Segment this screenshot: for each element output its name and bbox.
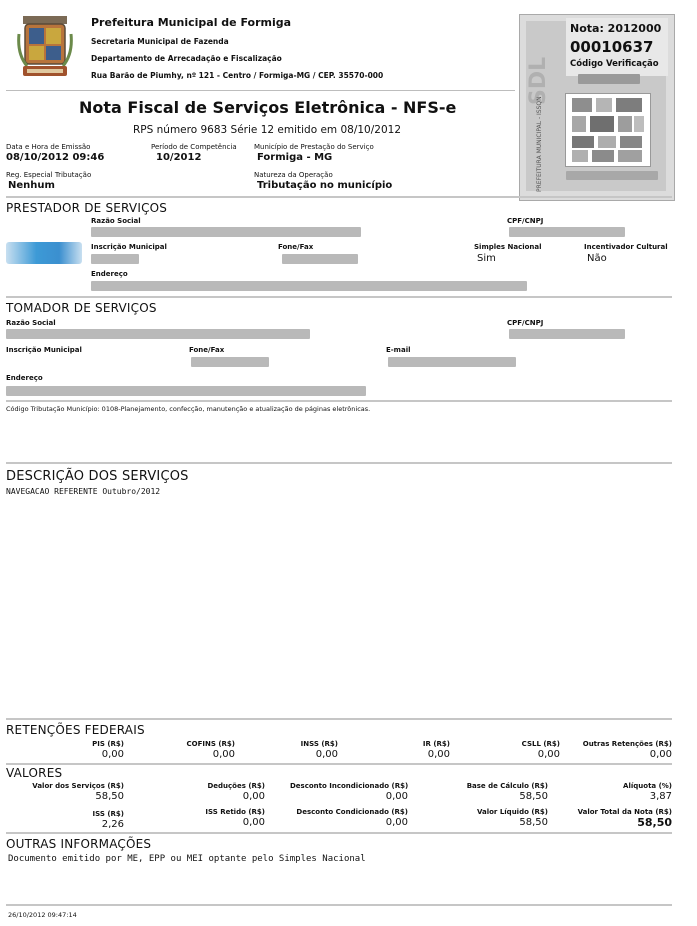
desconto-incondicionado-value: 0,00: [385, 791, 408, 802]
outras-retencoes-label: Outras Retenções (R$): [582, 740, 672, 748]
tomador-endereco-label: Endereço: [6, 374, 43, 382]
document-title: Nota Fiscal de Serviços Eletrônica - NFS-e: [79, 98, 457, 117]
rps-info: RPS número 9683 Série 12 emitido em 08/10/2012: [133, 124, 402, 136]
inss-value: 0,00: [315, 749, 338, 760]
header-secretaria: Secretaria Municipal de Fazenda: [91, 37, 229, 46]
tomador-cpf-label: CPF/CNPJ: [507, 319, 544, 327]
valor-liquido-value: 58,50: [519, 817, 548, 828]
prestador-title: PRESTADOR DE SERVIÇOS: [6, 201, 168, 215]
descricao-title: DESCRIÇÃO DOS SERVIÇOS: [6, 469, 189, 484]
descricao-top-rule: [6, 462, 672, 464]
header-city-name: Prefeitura Municipal de Formiga: [91, 16, 292, 29]
pis-label: PIS (R$): [92, 740, 124, 748]
ir-label: IR (R$): [422, 740, 450, 748]
tomador-cpf-redacted: [509, 329, 625, 339]
data-emissao-value: 08/10/2012 09:46: [6, 152, 105, 163]
nota-label: Nota: 2012000: [570, 22, 662, 35]
codigo-top-rule: [6, 400, 672, 402]
deducoes-value: 0,00: [242, 791, 265, 802]
seal-sdl-mark: SDL: [526, 56, 551, 105]
prestador-razao-redacted: [91, 227, 361, 237]
iss-retido-value: 0,00: [242, 817, 265, 828]
tomador-top-rule: [6, 296, 672, 298]
iss-label: ISS (R$): [92, 810, 124, 818]
incentivador-label: Incentivador Cultural: [584, 243, 668, 251]
valor-servicos-label: Valor dos Serviços (R$): [32, 782, 124, 790]
cofins-label: COFINS (R$): [186, 740, 235, 748]
cofins-value: 0,00: [212, 749, 235, 760]
prestador-cpf-label: CPF/CNPJ: [507, 217, 544, 225]
descricao-text: NAVEGACAO REFERENTE Outubro/2012: [6, 487, 161, 496]
incentivador-value: Não: [587, 253, 607, 264]
regime-value: Nenhum: [8, 180, 55, 191]
footer-timestamp: 26/10/2012 09:47:14: [8, 911, 77, 919]
desconto-condicionado-value: 0,00: [385, 817, 408, 828]
prestador-fone-label: Fone/Fax: [278, 243, 314, 251]
footer-rule: [6, 904, 672, 906]
valor-total-label: Valor Total da Nota (R$): [577, 808, 672, 816]
tomador-email-redacted: [388, 357, 516, 367]
prestador-endereco-label: Endereço: [91, 270, 128, 278]
prestador-inscricao-label: Inscrição Municipal: [91, 243, 167, 251]
prestador-fone-redacted: [282, 254, 358, 264]
deducoes-label: Deduções (R$): [207, 782, 265, 790]
prestador-top-rule: [6, 196, 672, 198]
tomador-title: TOMADOR DE SERVIÇOS: [6, 301, 157, 315]
tomador-razao-redacted: [6, 329, 310, 339]
csll-value: 0,00: [537, 749, 560, 760]
prestador-inscricao-redacted: [91, 254, 139, 264]
valores-top-rule: [6, 763, 672, 765]
periodo-label: Período de Competência: [151, 143, 237, 151]
retencoes-top-rule: [6, 718, 672, 720]
seal-side-text: PREFEITURA MUNICIPAL - ISSQN: [536, 96, 543, 192]
tomador-endereco-redacted: [6, 386, 366, 396]
inss-label: INSS (R$): [300, 740, 338, 748]
codigo-verificacao-label: Código Verificação: [570, 59, 659, 69]
tomador-inscricao-label: Inscrição Municipal: [6, 346, 82, 354]
codigo-tributacao: Código Tributação Município: 0108-Planejamento, confecção, manutenção e atualização de páginas eletrônicas.: [6, 405, 371, 413]
regime-label: Reg. Especial Tributação: [6, 171, 92, 179]
periodo-value: 10/2012: [156, 152, 202, 163]
prestador-razao-label: Razão Social: [91, 217, 141, 225]
natureza-label: Natureza da Operação: [254, 171, 333, 179]
valor-total-value: 58,50: [637, 816, 672, 829]
simples-value: Sim: [477, 253, 496, 264]
natureza-value: Tributação no município: [257, 180, 393, 191]
prestador-logo: [6, 242, 82, 264]
desconto-condicionado-label: Desconto Condicionado (R$): [296, 808, 408, 816]
outras-top-rule: [6, 832, 672, 834]
municipio-label: Município de Prestação do Serviço: [254, 143, 374, 151]
tomador-email-label: E-mail: [386, 346, 411, 354]
municipio-value: Formiga - MG: [257, 152, 333, 163]
outras-text: Documento emitido por ME, EPP ou MEI optante pelo Simples Nacional: [8, 854, 366, 864]
header-address: Rua Barão de Piumhy, nº 121 - Centro / Formiga-MG / CEP. 35570-000: [91, 71, 384, 80]
valor-liquido-label: Valor Líquido (R$): [476, 808, 548, 816]
header-divider: [6, 90, 515, 91]
tomador-fone-label: Fone/Fax: [189, 346, 225, 354]
valores-title: VALORES: [6, 766, 63, 780]
iss-value: 2,26: [101, 819, 124, 830]
ir-value: 0,00: [427, 749, 450, 760]
tomador-fone-redacted: [191, 357, 269, 367]
outras-retencoes-value: 0,00: [649, 749, 672, 760]
outras-title: OUTRAS INFORMAÇÕES: [6, 837, 152, 851]
nota-number: 00010637: [570, 38, 654, 56]
valor-servicos-value: 58,50: [95, 791, 124, 802]
desconto-incondicionado-label: Desconto Incondicionado (R$): [290, 782, 409, 790]
iss-retido-label: ISS Retido (R$): [205, 808, 265, 816]
aliquota-label: Alíquota (%): [623, 782, 672, 790]
tomador-razao-label: Razão Social: [6, 319, 56, 327]
seal-bottom-redacted: [566, 171, 658, 180]
retencoes-title: RETENÇÕES FEDERAIS: [6, 723, 145, 737]
base-calculo-value: 58,50: [519, 791, 548, 802]
pis-value: 0,00: [101, 749, 124, 760]
city-coat-of-arms: [17, 14, 73, 80]
base-calculo-label: Base de Cálculo (R$): [466, 782, 548, 790]
data-emissao-label: Data e Hora de Emissão: [6, 143, 91, 151]
prestador-endereco-redacted: [91, 281, 527, 291]
qr-code: [565, 93, 651, 167]
prestador-cpf-redacted: [509, 227, 625, 237]
aliquota-value: 3,87: [649, 791, 672, 802]
csll-label: CSLL (R$): [521, 740, 560, 748]
header-departamento: Departamento de Arrecadação e Fiscalização: [91, 54, 282, 63]
simples-label: Simples Nacional: [474, 243, 542, 251]
codigo-verificacao-redacted: [578, 74, 640, 84]
